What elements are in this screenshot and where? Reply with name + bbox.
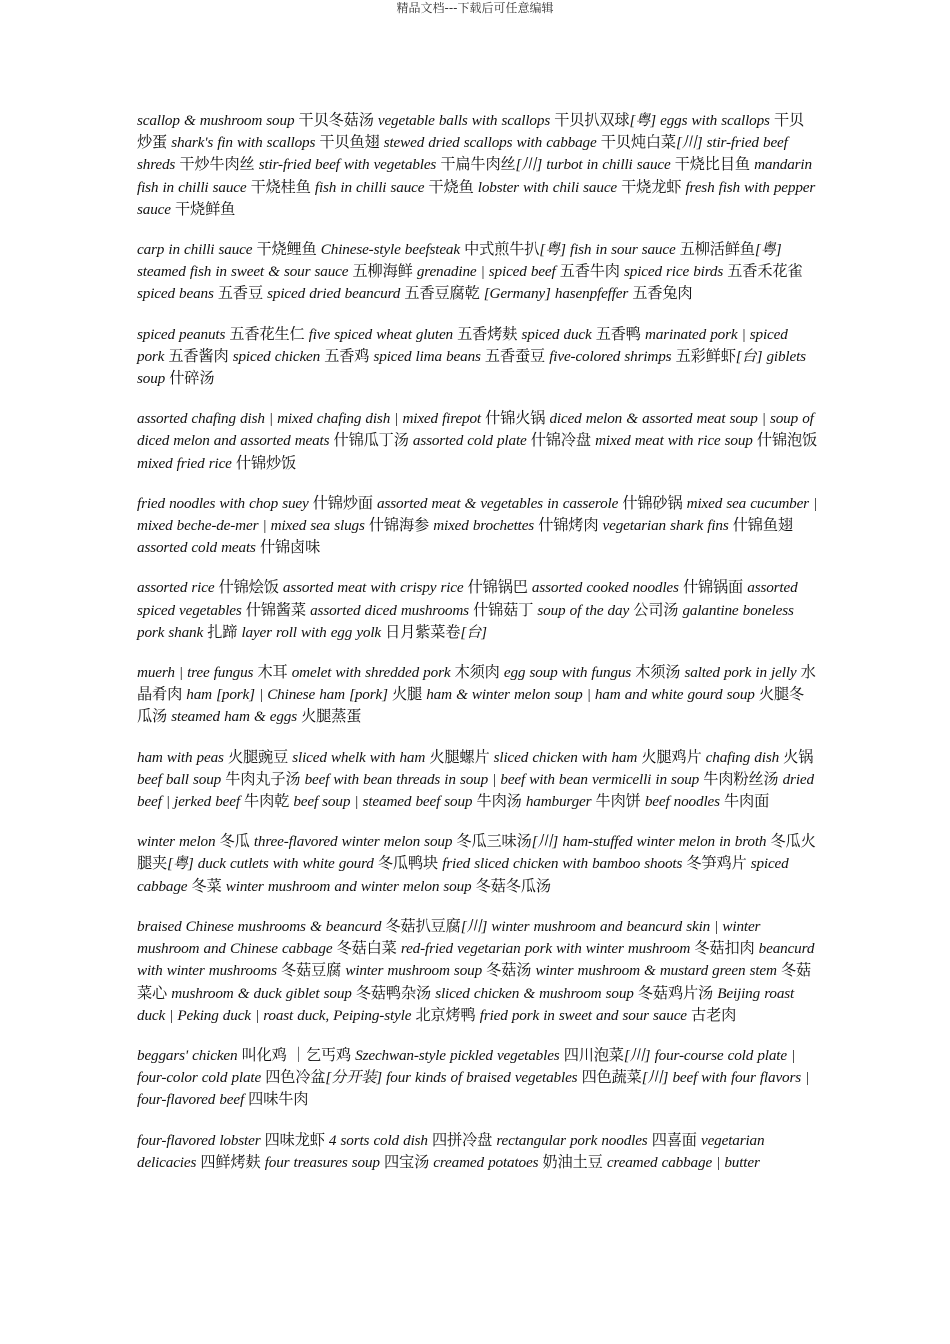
menu-paragraph: muerh | tree fungus 木耳 omelet with shredded pork 木须肉 egg soup with fungus 木须汤 salted pork in jelly 水晶肴肉 ham [pork] | Chinese ham [pork] 火腿 ham & winter melon soup | ham and white gourd soup 火腿冬瓜汤 steamed ham & eggs 火腿蒸蛋 xyxy=(137,664,816,726)
menu-paragraph: scallop & mushroom soup 干贝冬菇汤 vegetable balls with scallops 干贝扒双球[粤] eggs with scallops 干贝炒蛋 shark's fin with scallops 干贝鱼翅 stewed dried scallops with cabbage 干贝炖白菜[川] stir-fried beef shreds 干炒牛肉丝 stir-fried beef with vegetables 干扁牛肉丝[川] turbot in chilli sauce 干烧比目鱼 mandarin fish in chilli sauce 干烧桂鱼 fish in chilli sauce 干烧鱼 lobster with chili sauce 干烧龙虾 fresh fish with pepper sauce 干烧鲜鱼 xyxy=(137,112,816,218)
document-body xyxy=(137,110,819,1192)
menu-paragraph: winter melon 冬瓜 three-flavored winter melon soup 冬瓜三味汤[川] ham-stuffed winter melon in broth 冬瓜火腿夹[粤] duck cutlets with white gourd 冬瓜鸭块 fried sliced chicken with bamboo shoots 冬笋鸡片 spiced cabbage 冬菜 winter mushroom and winter melon soup 冬菇冬瓜汤 xyxy=(137,833,816,895)
menu-paragraph: carp in chilli sauce 干烧鲤鱼 Chinese-style beefsteak 中式煎牛扒[粤] fish in sour sauce 五柳活鲜鱼[粤] steamed fish in sweet & sour sauce 五柳海鲜 grenadine | spiced beef 五香牛肉 spiced rice birds 五香禾花雀 spiced beans 五香豆 spiced dried beancurd 五香豆腐乾 [Germany] hasenpfeffer 五香兔肉 xyxy=(137,241,803,303)
menu-paragraph: beggars' chicken 叫化鸡 ｜乞丐鸡 Szechwan-style pickled vegetables 四川泡菜[川] four-course cold plate | four-color cold plate 四色冷盆[分开装] four kinds of braised vegetables 四色蔬菜[川] beef with four flavors | four-flavored beef 四味牛肉 xyxy=(137,1046,810,1109)
page-header: 精品文档---下载后可任意编辑 xyxy=(396,1,554,15)
menu-paragraph: braised Chinese mushrooms & beancurd 冬菇扒豆腐[川] winter mushroom and beancurd skin | winter mushroom and Chinese cabbage 冬菇白菜 red-fried vegetarian pork with winter mushroom 冬菇扣肉 beancurd with winter mushrooms 冬菇豆腐 winter mushroom soup 冬菇汤 winter mushroom & mustard green stem 冬菇菜心 mushroom & duck giblet soup 冬菇鸭杂汤 sliced chicken & mushroom soup 冬菇鸡片汤 Beijing roast duck | Peking duck | roast duck, Peiping-style 北京烤鸭 fried pork in sweet and sour sauce 古老肉 xyxy=(137,917,815,1024)
menu-paragraph: four-flavored lobster 四味龙虾 4 sorts cold dish 四拼冷盘 rectangular pork noodles 四喜面 vegetarian delicacies 四鲜烤麸 four treasures soup 四宝汤 creamed potatoes 奶油土豆 creamed cabbage | butter xyxy=(137,1131,765,1171)
menu-paragraph: ham with peas 火腿豌豆 sliced whelk with ham 火腿螺片 sliced chicken with ham 火腿鸡片 chafing dish 火锅 beef ball soup 牛肉丸子汤 beef with bean threads in soup | beef with bean vermicelli in soup 牛肉粉丝汤 dried beef | jerked beef 牛肉乾 beef soup | steamed beef soup 牛肉汤 hamburger 牛肉饼 beef noodles 牛肉面 xyxy=(137,748,814,811)
menu-paragraph: fried noodles with chop suey 什锦炒面 assorted meat & vegetables in casserole 什锦砂锅 mixed sea cucumber | mixed beche-de-mer | mixed sea slugs 什锦海参 mixed brochettes 什锦烤肉 vegetarian shark fins 什锦鱼翅 assorted cold meats 什锦卤味 xyxy=(137,494,818,557)
menu-paragraph: assorted chafing dish | mixed chafing dish | mixed firepot 什锦火锅 diced melon & assorted meat soup | soup of diced melon and assorted meats 什锦瓜丁汤 assorted cold plate 什锦冷盘 mixed meat with rice soup 什锦泡饭 mixed fried rice 什锦炒饭 xyxy=(137,410,818,472)
menu-paragraph: assorted rice 什锦烩饭 assorted meat with crispy rice 什锦锅巴 assorted cooked noodles 什锦锅面 assorted spiced vegetables 什锦酱菜 assorted diced mushrooms 什锦菇丁 soup of the day 公司汤 galantine boneless pork shank 扎蹄 layer roll with egg yolk 日月紫菜卷[台] xyxy=(137,579,798,641)
menu-paragraph: spiced peanuts 五香花生仁 five spiced wheat gluten 五香烤麸 spiced duck 五香鸭 marinated pork | spiced pork 五香酱肉 spiced chicken 五香鸡 spiced lima beans 五香蚕豆 five-colored shrimps 五彩鲜虾[台] giblets soup 什碎汤 xyxy=(137,325,806,388)
